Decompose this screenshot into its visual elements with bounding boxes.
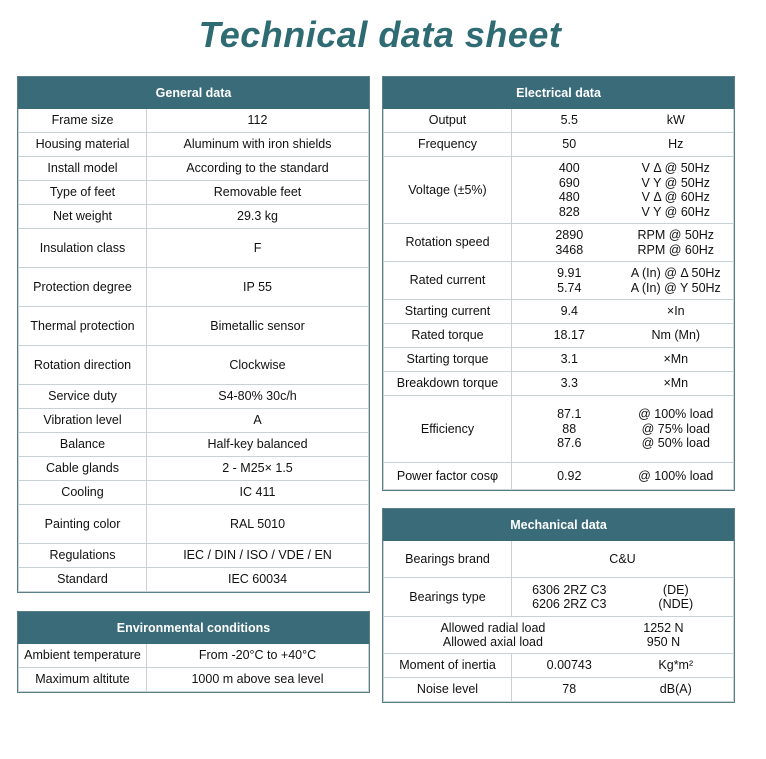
radial-load-label: Allowed radial load <box>440 620 546 635</box>
inertia-value: 0.00743 <box>546 658 592 673</box>
table-row <box>19 385 369 409</box>
table-row <box>19 133 369 157</box>
general-row-label: Cable glands <box>19 457 147 481</box>
general-data-header: General data <box>19 78 369 109</box>
starting-current-unit: ×In <box>666 304 685 319</box>
table-row <box>384 224 734 262</box>
noise-unit: dB(A) <box>659 682 692 697</box>
noise-value: 78 <box>562 682 577 697</box>
frequency-label: Frequency <box>384 133 512 157</box>
starting-torque-value: 3.1 <box>560 352 578 367</box>
rated-torque-label: Rated torque <box>384 324 512 348</box>
table-row <box>384 396 734 463</box>
rotation-speed-unit: RPM @ 50Hz <box>637 228 715 242</box>
mechanical-data-header: Mechanical data <box>384 510 734 541</box>
efficiency-value: 88 <box>562 421 577 436</box>
general-row-value: IEC / DIN / ISO / VDE / EN <box>147 544 369 568</box>
general-row-label: Cooling <box>19 481 147 505</box>
general-row-label: Install model <box>19 157 147 181</box>
general-row-value: Clockwise <box>147 346 369 385</box>
general-data-table <box>18 77 369 592</box>
rated-current-value: 5.74 <box>557 280 582 295</box>
general-row-value: F <box>147 229 369 268</box>
table-row <box>19 307 369 346</box>
table-row <box>384 578 734 617</box>
table-row <box>384 300 734 324</box>
table-row <box>19 268 369 307</box>
general-row-value: IC 411 <box>147 481 369 505</box>
starting-current-value: 9.4 <box>560 304 578 319</box>
rated-torque-unit: Nm (Mn) <box>651 328 701 343</box>
bearings-type-value: 6306 2RZ C3 <box>532 582 607 597</box>
efficiency-value: 87.1 <box>557 407 582 422</box>
general-row-label: Regulations <box>19 544 147 568</box>
frequency-value: 50 <box>562 137 577 152</box>
general-row-label: Net weight <box>19 205 147 229</box>
power-factor-label: Power factor cosφ <box>384 463 512 490</box>
efficiency-value: 87.6 <box>557 436 582 451</box>
general-row-label: Frame size <box>19 109 147 133</box>
voltage-label: Voltage (±5%) <box>384 157 512 224</box>
table-row <box>19 433 369 457</box>
voltage-unit: V Δ @ 50Hz <box>641 161 710 175</box>
starting-torque-unit: ×Mn <box>663 352 689 367</box>
inertia-unit: Kg*m² <box>658 658 694 673</box>
rated-torque-value: 18.17 <box>553 328 585 343</box>
table-row <box>384 133 734 157</box>
table-row <box>384 678 734 702</box>
voltage-value: 690 <box>558 175 580 190</box>
general-row-value: IP 55 <box>147 268 369 307</box>
efficiency-unit: @ 50% load <box>641 436 710 451</box>
general-row-label: Rotation direction <box>19 346 147 385</box>
table-row <box>19 109 369 133</box>
max-altitude-label: Maximum altitute <box>19 668 147 692</box>
electrical-data-header: Electrical data <box>384 78 734 109</box>
efficiency-unit: @ 75% load <box>641 421 710 436</box>
output-label: Output <box>384 109 512 133</box>
rotation-speed-value: 3468 <box>555 242 584 257</box>
rated-current-value: 9.91 <box>557 266 582 280</box>
general-row-value: IEC 60034 <box>147 568 369 592</box>
power-factor-unit: @ 100% load <box>638 468 714 483</box>
table-row <box>384 157 734 224</box>
table-row <box>384 654 734 678</box>
general-row-value: 112 <box>147 109 369 133</box>
voltage-unit: V Δ @ 60Hz <box>641 190 710 204</box>
table-row <box>384 541 734 578</box>
table-row <box>19 481 369 505</box>
table-row <box>19 205 369 229</box>
table-row <box>384 324 734 348</box>
general-row-label: Type of feet <box>19 181 147 205</box>
bearings-type-unit: (DE) <box>662 582 689 597</box>
general-row-label: Housing material <box>19 133 147 157</box>
table-row <box>384 372 734 396</box>
table-row <box>384 348 734 372</box>
table-row <box>19 181 369 205</box>
table-row <box>19 505 369 544</box>
general-row-value: A <box>147 409 369 433</box>
table-row <box>19 544 369 568</box>
bearings-type-value: 6206 2RZ C3 <box>532 597 607 611</box>
general-row-label: Vibration level <box>19 409 147 433</box>
table-row <box>19 457 369 481</box>
rated-current-unit: A (In) @ Δ 50Hz <box>630 266 721 280</box>
breakdown-torque-label: Breakdown torque <box>384 372 512 396</box>
bearings-type-unit: (NDE) <box>658 597 694 611</box>
table-row <box>384 617 734 654</box>
general-row-value: 2 - M25× 1.5 <box>147 457 369 481</box>
voltage-value: 828 <box>558 204 580 219</box>
general-row-label: Protection degree <box>19 268 147 307</box>
voltage-value: 400 <box>558 161 580 175</box>
power-factor-value: 0.92 <box>557 468 582 483</box>
output-value: 5.5 <box>560 113 578 128</box>
rotation-speed-label: Rotation speed <box>384 224 512 262</box>
general-row-value: Removable feet <box>147 181 369 205</box>
general-row-label: Service duty <box>19 385 147 409</box>
rotation-speed-value: 2890 <box>555 228 584 242</box>
axial-load-value: 950 N <box>646 635 681 649</box>
bearings-type-label: Bearings type <box>384 578 512 617</box>
inertia-label: Moment of inertia <box>384 654 512 678</box>
rated-current-unit: A (In) @ Y 50Hz <box>630 280 721 295</box>
general-row-value: RAL 5010 <box>147 505 369 544</box>
table-row <box>19 229 369 268</box>
axial-load-label: Allowed axial load <box>442 635 543 649</box>
output-unit: kW <box>666 113 685 128</box>
voltage-unit: V Y @ 50Hz <box>641 175 711 190</box>
general-row-value: Aluminum with iron shields <box>147 133 369 157</box>
general-row-label: Painting color <box>19 505 147 544</box>
general-row-value: Bimetallic sensor <box>147 307 369 346</box>
table-row <box>19 568 369 592</box>
max-altitude-value: 1000 m above sea level <box>147 668 369 692</box>
table-row <box>19 409 369 433</box>
starting-torque-label: Starting torque <box>384 348 512 372</box>
page-title: Technical data sheet <box>198 14 562 55</box>
voltage-unit: V Y @ 60Hz <box>641 204 711 219</box>
environment-header: Environmental conditions <box>19 613 369 644</box>
ambient-temperature-value: From -20°C to +40°C <box>147 644 369 668</box>
bearings-brand-label: Bearings brand <box>384 541 512 578</box>
general-row-value: 29.3 kg <box>147 205 369 229</box>
efficiency-label: Efficiency <box>384 396 512 463</box>
starting-current-label: Starting current <box>384 300 512 324</box>
general-row-label: Balance <box>19 433 147 457</box>
breakdown-torque-value: 3.3 <box>560 376 578 391</box>
table-row <box>384 109 734 133</box>
radial-load-value: 1252 N <box>643 620 684 635</box>
mechanical-data-table <box>383 509 734 702</box>
noise-label: Noise level <box>384 678 512 702</box>
ambient-temperature-label: Ambient temperature <box>19 644 147 668</box>
breakdown-torque-unit: ×Mn <box>663 376 689 391</box>
voltage-value: 480 <box>558 190 580 204</box>
table-row <box>384 463 734 490</box>
efficiency-unit: @ 100% load <box>638 407 714 422</box>
general-row-label: Thermal protection <box>19 307 147 346</box>
bearings-brand-value: C&U <box>512 541 734 578</box>
rotation-speed-unit: RPM @ 60Hz <box>637 242 715 257</box>
general-row-value: S4-80% 30c/h <box>147 385 369 409</box>
rated-current-label: Rated current <box>384 262 512 300</box>
table-row <box>384 262 734 300</box>
electrical-data-table <box>383 77 734 490</box>
table-row <box>19 157 369 181</box>
general-row-value: Half-key balanced <box>147 433 369 457</box>
environment-table <box>18 612 369 692</box>
table-row <box>19 346 369 385</box>
general-row-label: Insulation class <box>19 229 147 268</box>
frequency-unit: Hz <box>668 137 684 152</box>
general-row-label: Standard <box>19 568 147 592</box>
general-row-value: According to the standard <box>147 157 369 181</box>
